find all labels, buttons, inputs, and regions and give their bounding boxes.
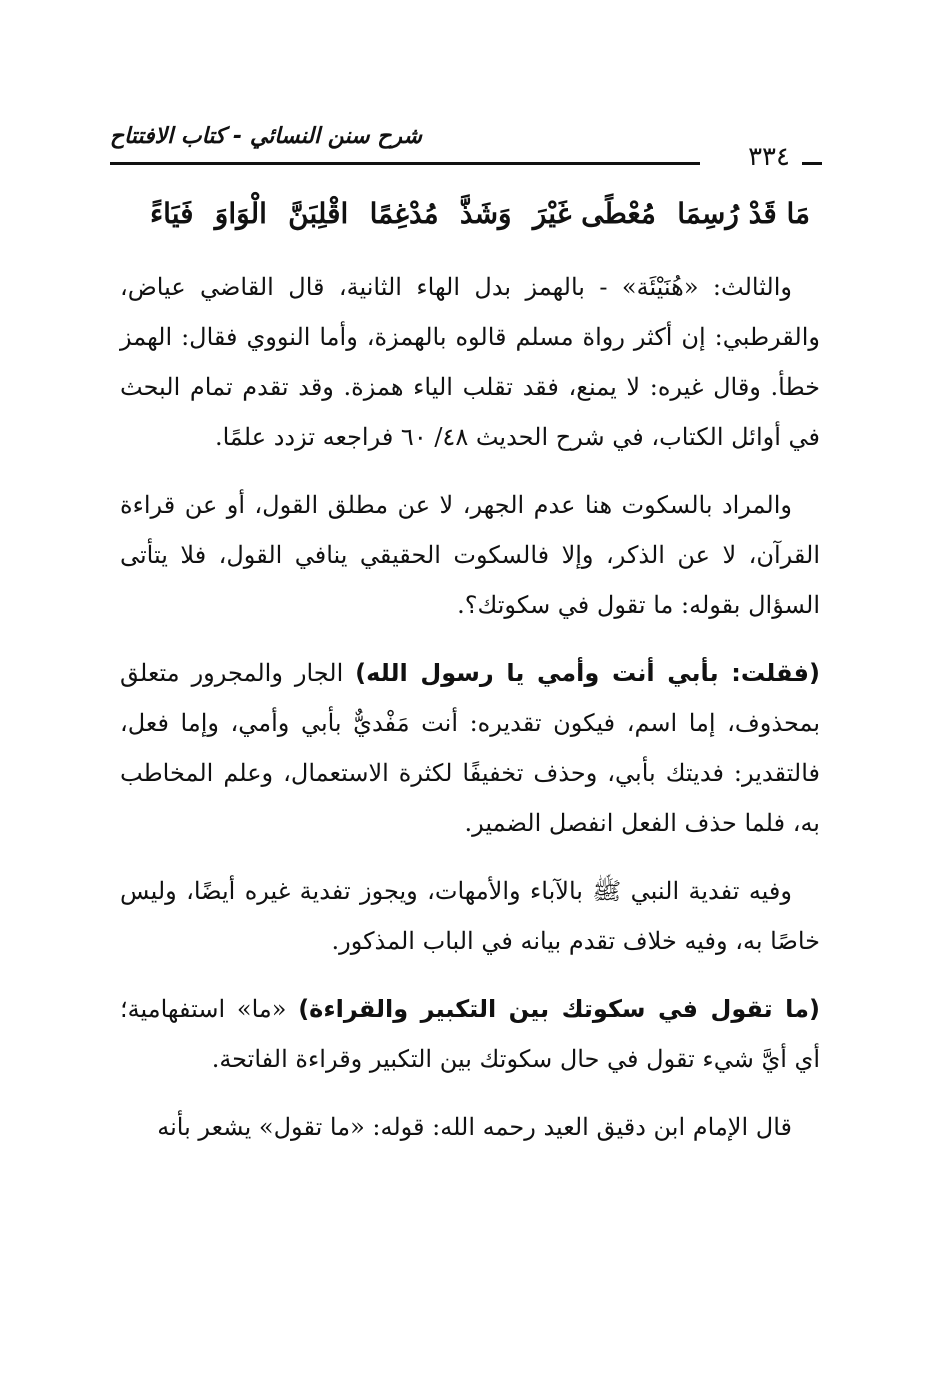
verse-word: مَا قَدْ رُسِمَا xyxy=(677,197,810,230)
header-rule xyxy=(110,162,700,165)
verse-word: فَيَاءً xyxy=(150,197,194,230)
paragraph xyxy=(120,262,820,462)
paragraph-text: الجار والمجرور متعلق بمحذوف، إما اسم، فيكون تقديره: أنت مَفْديٌّ بأبي وأمي، وإما فعل، فالتقدير: فديتك بأبي، وحذف تخفيفًا لكثرة الاستعمال، وعلم المخاطب به، فلما حذف الفعل انفصل الضمير. xyxy=(120,659,820,837)
verse-word: مُدْغِمًا xyxy=(369,197,439,230)
hadith-quote: (فقلت: بأبي أنت وأمي يا رسول الله) xyxy=(355,659,820,687)
verse-word: وَشَذَّ xyxy=(459,197,512,230)
page-number: ٣٣٤ xyxy=(748,142,790,172)
body-text xyxy=(120,262,820,1152)
paragraph xyxy=(120,984,820,1084)
verse-line xyxy=(150,190,810,238)
verse-word: الْوَاوَ xyxy=(214,197,267,230)
page-number-rule xyxy=(802,162,822,165)
paragraph-text: والمراد بالسكوت هنا عدم الجهر، لا عن مطلق القول، أو عن قراءة القرآن، لا عن الذكر، وإلا فالسكوت الحقيقي ينافي القول، فلا يتأتى السؤال بقوله: ما تقول في سكوتك؟. xyxy=(120,491,820,619)
paragraph xyxy=(120,1102,820,1152)
paragraph-text: وفيه تفدية النبي ﷺ بالآباء والأمهات، ويجوز تفدية غيره أيضًا، وليس خاصًا به، وفيه خلاف تقدم بيانه في الباب المذكور. xyxy=(120,877,820,955)
book-title: شرح سنن النسائي - كتاب الافتتاح xyxy=(109,124,422,149)
paragraph xyxy=(120,480,820,630)
verse-word: اقْلِبَنَّ xyxy=(288,197,349,230)
paragraph-text: والثالث: «هُنَيْئَة» - بالهمز بدل الهاء الثانية، قال القاضي عياض، والقرطبي: إن أكثر رواة مسلم قالوه بالهمزة، وأما النووي فقال: الهمز خطأ. وقال غيره: لا يمنع، فقد تقلب الياء همزة. وقد تقدم تمام البحث في أوائل الكتاب، في شرح الحديث ٤٨/ ٦٠ فراجعه تزدد علمًا. xyxy=(120,273,820,451)
hadith-quote: (ما تقول في سكوتك بين التكبير والقراءة) xyxy=(298,995,820,1023)
page-header xyxy=(110,118,822,172)
verse-word: مُعْطًى غَيْرَ xyxy=(532,197,656,230)
paragraph xyxy=(120,866,820,966)
paragraph-text: «ما» استفهامية؛ أي أيَّ شيء تقول في حال سكوتك بين التكبير وقراءة الفاتحة. xyxy=(120,995,820,1073)
paragraph xyxy=(120,648,820,848)
paragraph-text: قال الإمام ابن دقيق العيد رحمه الله: قوله: «ما تقول» يشعر بأنه xyxy=(157,1113,792,1141)
